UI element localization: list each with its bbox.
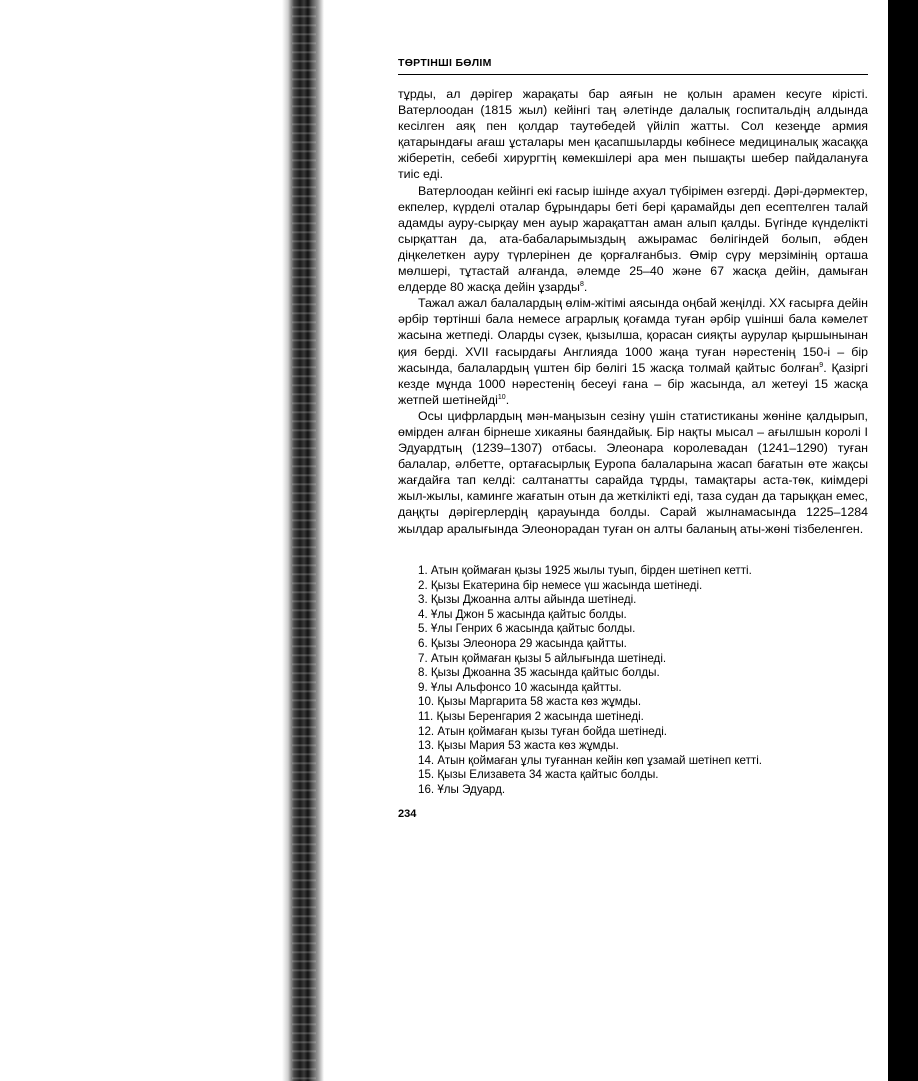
scan-border	[888, 0, 918, 1081]
running-header: ТӨРТІНШІ БӨЛІМ	[398, 57, 492, 69]
list-item: 8. Қызы Джоанна 35 жасында қайтыс болды.	[418, 666, 660, 680]
paragraph-3: Тажал ажал балалардың өлім-жітімі аясында оңбай жеңілді. XX ғасырға дейін әрбір төртінші бала немесе аграрлық қоғамда туған әрбір үшінші бала кәмелет жасына жетпеді. Оларды сүзек, қызылша, қорасан сияқты аурулар қыршынынан қия берді. XVII ғасырдағы Англияда 1000 жаңа туған нәрестенің 150-і – бір жасында, балалардың үштен бір бөлігі 15 жасқа толмай қайтыс болған$^9$. Қазіргі кезде мұнда 1000 нәрестенің бесеуі ғана – бір жасында, ал жетеуі 15 жасқа жетпей шетінейді$^{10}$.	[398, 296, 869, 407]
paragraph-2-text: Ватерлоодан кейінгі екі ғасыр ішінде ахуал түбірімен өзгерді. Дәрі-дәрмектер, екпелер, күрделі оталар бұрындары беті бері қарамайды деп есептелген талай адамды ауру-сырқау мен ауыр жарақаттан аман алып қалды. Бүгінде күнделікті сырқаттан да, ата-бабаларымыздың ажырамас бөлігіндей болып, әбден діңкелеткен ауру түрлерінен де қорғалғанбыз. Өмір сүру мерзімінің орташа мөлшері, тұтастай алғанда, әлемде 25–40 және 67 жасқа дейін, дамыған елдерде 80 жасқа дейін ұзарды	[398, 183, 868, 295]
list-item: 7. Атын қоймаған қызы 5 айлығында шетінеді.	[418, 651, 667, 665]
paragraph-3-text-a: Тажал ажал балалардың өлім-жітімі аясында оңбай жеңілді. XX ғасырға дейін әрбір төртінші бала немесе аграрлық қоғамда туған әрбір үшінші бала кәмелет жасына жетпеді. Оларды сүзек, қызылша, қорасан сияқты аурулар қыршынынан қия берді. XVII ғасырдағы Англияда 1000 жаңа туған нәрестенің 150-і – бір жасында, балалардың үштен бір бөлігі 15 жасқа толмай қайтыс болған	[398, 296, 868, 375]
page-number: 234	[398, 808, 417, 820]
paragraph-1	[398, 86, 868, 183]
paragraph-2: Ватерлоодан кейінгі екі ғасыр ішінде ахуал түбірімен өзгерді. Дәрі-дәрмектер, екпелер, күрделі оталар бұрындары беті бері қарамайды деп есептелген талай адамды ауру-сырқау мен ауыр жарақаттан аман алып қалды. Бүгінде күнделікті сырқаттан да, ата-бабаларымыздың ажырамас бөлігіндей болып, әбден діңкелеткен ауру түрлерінен де қорғалғанбыз. Өмір сүру мерзімінің орташа мөлшері, тұтастай алғанда, әлемде 25–40 және 67 жасқа дейін, дамыған елдерде 80 жасқа дейін ұзарды$^8$.	[398, 183, 868, 295]
list-item: 12. Атын қоймаған қызы туған бойда шетінеді.	[418, 724, 668, 738]
list-item: 16. Ұлы Эдуард.	[418, 782, 506, 796]
footnote-ref-10: 10	[497, 393, 506, 401]
children-list	[418, 564, 858, 798]
list-item: 11. Қызы Беренгария 2 жасында шетінеді.	[418, 709, 644, 723]
list-item: 1. Атын қоймаған қызы 1925 жылы туып, бірден шетінеп кетті.	[418, 564, 752, 577]
footnote-ref-8: 8	[579, 281, 584, 288]
list-item: 13. Қызы Мария 53 жаста көз жұмды.	[418, 739, 619, 753]
header-divider	[398, 74, 868, 75]
list-item: 6. Қызы Элеонора 29 жасында қайтты.	[418, 636, 627, 650]
list-item: 10. Қызы Маргарита 58 жаста көз жұмды.	[418, 695, 642, 709]
body-text	[398, 86, 868, 537]
list-item: 5. Ұлы Генрих 6 жасында қайтыс болды.	[418, 622, 636, 636]
paragraph-1-text: тұрды, ал дәрігер жарақаты бар аяғын не қолын арамен кесуге кірісті. Ватерлоодан (1815 жыл) кейінгі таң әлетінде далалық госпитальдің алдында кесілген аяқ пен қолдар таутөбедей үйіліп жатты. Сол кезеңде армия қатарындағы ағаш ұсталары мен қасапшыларды көбінесе медициналық жасаққа жіберетін, себебі хирургтің көмекшілері ара мен пышақты шебер пайдалануға тиіс еді.	[398, 87, 868, 182]
gutter-texture	[292, 0, 316, 1081]
list-item: 4. Ұлы Джон 5 жасында қайтыс болды.	[418, 607, 627, 621]
list-item: 14. Атын қоймаған ұлы туғаннан кейін көп ұзамай шетінеп кетті.	[418, 753, 763, 767]
paragraph-4-text: Осы цифрлардың мән-маңызын сезіну үшін статистиканы жөніне қалдырып, өмірден алған бірнеше хикаяны баяндайық. Бір нақты мысал – ағылшын королі I Эдуардтың (1239–1307) отбасы. Элеонара королевадан (1241–1290) туған балалар, әлбетте, ортағасырлық Еуропа балаларына жасап бағатын өте жақсы жағдайға тап келді: салтанатты сарайда тұрды, тамақтары аста-төк, киімдері жыл-жылы, каминге жағатын отын да жеткілікті еді, таза судан да тарыққан емес, даңқты дәрігерлердің қарауында болды. Сарай жылнамасында 1225–1284 жылдар аралығында Элеонорадан туған он алты баланың аты-жөні тізбеленген.	[398, 408, 868, 536]
paragraph-4	[398, 408, 868, 537]
list-item: 15. Қызы Елизавета 34 жаста қайтыс болды.	[418, 768, 659, 782]
list-item: 2. Қызы Екатерина бір немесе үш жасында шетінеді.	[418, 578, 703, 592]
list-item: 3. Қызы Джоанна алты айында шетінеді.	[418, 593, 637, 607]
paragraph-3-text-b: . Қазіргі кезде мұнда 1000 нәрестенің бесеуі ғана – бір жасында, ал жетеуі 15 жасқа жетпей шетінейді	[398, 360, 869, 407]
footnote-ref-9: 9	[819, 361, 824, 369]
list-item: 9. Ұлы Альфонсо 10 жасында қайтты.	[418, 680, 622, 694]
